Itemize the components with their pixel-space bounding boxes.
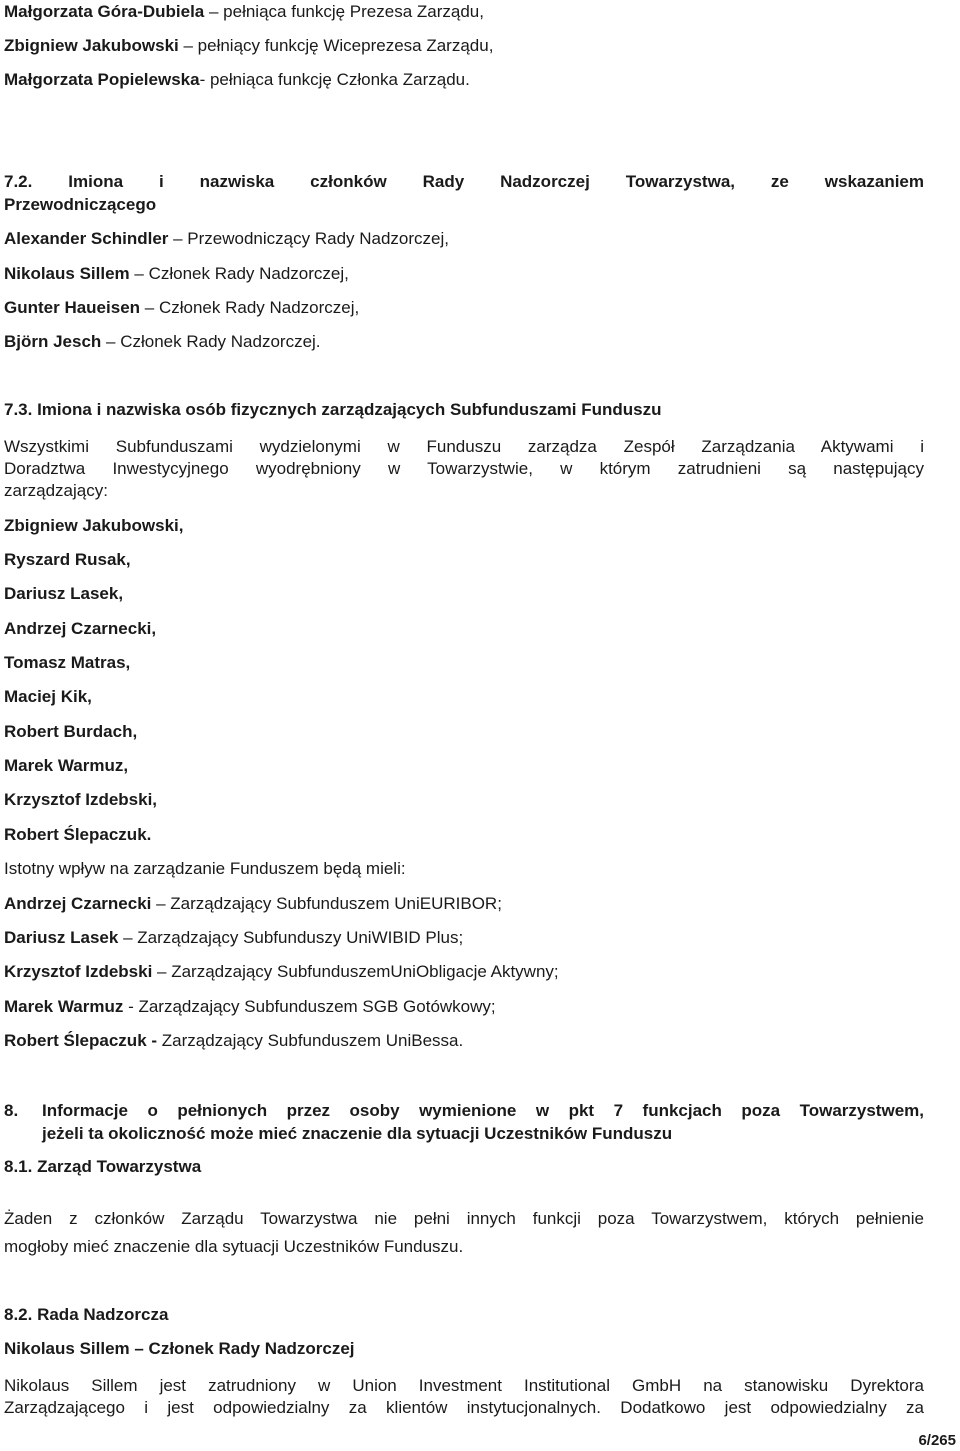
paragraph-line: zarządzający: bbox=[4, 481, 108, 500]
section-8-heading bbox=[4, 1099, 924, 1145]
section-number: 8. bbox=[4, 1101, 19, 1120]
impact-intro: Istotny wpływ na zarządzanie Funduszem będą mieli: bbox=[4, 859, 406, 878]
person-name: Gunter Haueisen bbox=[4, 298, 141, 317]
impact-manager bbox=[4, 1030, 463, 1052]
intro-line bbox=[4, 35, 493, 57]
person-role: – pełniący funkcję Wiceprezesa Zarządu, bbox=[178, 36, 494, 55]
board-member bbox=[4, 263, 349, 285]
person-name: Małgorzata Góra-Dubiela bbox=[4, 2, 205, 21]
person-name: Marek Warmuz bbox=[4, 997, 124, 1016]
impact-manager bbox=[4, 927, 463, 949]
person-name: Robert Ślepaczuk - bbox=[4, 1031, 158, 1050]
manager-name: Zbigniew Jakubowski, bbox=[4, 516, 184, 535]
person-role: – Zarządzający SubfunduszemUniObligacje Aktywny; bbox=[152, 962, 559, 981]
person-role: Zarządzający Subfunduszem UniBessa. bbox=[157, 1031, 464, 1050]
board-member bbox=[4, 297, 359, 319]
paragraph-line: Żaden z członków Zarządu Towarzystwa nie pełni innych funkcji poza Towarzystwem, których pełnienie bbox=[4, 1209, 924, 1228]
person-name: Andrzej Czarnecki bbox=[4, 894, 152, 913]
section-8-heading-line: Informacje o pełnionych przez osoby wymienione w pkt 7 funkcjach poza Towarzystwem, bbox=[42, 1101, 924, 1120]
board-member bbox=[4, 228, 449, 250]
page-number: 6/265 bbox=[918, 1432, 956, 1449]
person-role: – Przewodniczący Rady Nadzorczej, bbox=[168, 229, 450, 248]
section-8-1-heading: 8.1. Zarząd Towarzystwa bbox=[4, 1157, 202, 1176]
impact-manager bbox=[4, 996, 496, 1018]
person-name: Dariusz Lasek bbox=[4, 928, 119, 947]
section-7-2-heading-cont: Przewodniczącego bbox=[4, 195, 157, 214]
manager-name: Robert Burdach, bbox=[4, 722, 138, 741]
manager-name: Andrzej Czarnecki, bbox=[4, 619, 157, 638]
impact-manager bbox=[4, 893, 502, 915]
intro-line bbox=[4, 69, 470, 91]
intro-line bbox=[4, 1, 484, 23]
section-7-2-heading: 7.2. Imiona i nazwiska członków Rady Nadzorczej Towarzystwa, ze wskazaniem bbox=[4, 172, 924, 191]
person-name: Małgorzata Popielewska bbox=[4, 70, 200, 89]
person-role: – Członek Rady Nadzorczej, bbox=[140, 298, 360, 317]
person-name: Zbigniew Jakubowski bbox=[4, 36, 179, 55]
person-name: Krzysztof Izdebski bbox=[4, 962, 153, 981]
manager-name: Maciej Kik, bbox=[4, 687, 92, 706]
paragraph-line: Doradztwa Inwestycyjnego wyodrębniony w Towarzystwie, w którym zatrudnieni są następujący bbox=[4, 459, 924, 478]
section-8-2-subheading: Nikolaus Sillem – Członek Rady Nadzorczej bbox=[4, 1339, 355, 1358]
section-8-heading-line: jeżeli ta okoliczność może mieć znaczenie dla sytuacji Uczestników Funduszu bbox=[42, 1124, 673, 1143]
person-role: – Zarządzający Subfunduszy UniWIBID Plus; bbox=[118, 928, 464, 947]
manager-name: Dariusz Lasek, bbox=[4, 584, 124, 603]
person-role: – pełniąca funkcję Prezesa Zarządu, bbox=[204, 2, 484, 21]
manager-name: Tomasz Matras, bbox=[4, 653, 131, 672]
manager-name: Marek Warmuz, bbox=[4, 756, 129, 775]
paragraph-line: Nikolaus Sillem jest zatrudniony w Union Investment Institutional GmbH na stanowisku Dyrektora bbox=[4, 1376, 924, 1395]
person-name: Björn Jesch bbox=[4, 332, 102, 351]
paragraph-line: Wszystkimi Subfunduszami wydzielonymi w Funduszu zarządza Zespół Zarządzania Aktywami i bbox=[4, 437, 924, 456]
impact-manager bbox=[4, 961, 559, 983]
person-name: Nikolaus Sillem bbox=[4, 264, 130, 283]
manager-name: Robert Ślepaczuk. bbox=[4, 825, 152, 844]
board-member bbox=[4, 331, 321, 353]
manager-name: Ryszard Rusak, bbox=[4, 550, 131, 569]
person-role: – Członek Rady Nadzorczej, bbox=[129, 264, 349, 283]
person-role: – Członek Rady Nadzorczej. bbox=[101, 332, 321, 351]
paragraph-line: Zarządzającego i jest odpowiedzialny za klientów instytucjonalnych. Dodatkowo jest odpowiedzialny za bbox=[4, 1398, 924, 1417]
manager-name: Krzysztof Izdebski, bbox=[4, 790, 158, 809]
person-role: – Zarządzający Subfunduszem UniEURIBOR; bbox=[151, 894, 502, 913]
paragraph-line: mogłoby mieć znaczenie dla sytuacji Uczestników Funduszu. bbox=[4, 1237, 464, 1256]
person-role: - Zarządzający Subfunduszem SGB Gotówkowy; bbox=[123, 997, 496, 1016]
section-8-2-heading: 8.2. Rada Nadzorcza bbox=[4, 1305, 169, 1324]
section-7-3-heading: 7.3. Imiona i nazwiska osób fizycznych zarządzających Subfunduszami Funduszu bbox=[4, 400, 662, 419]
person-role: - pełniąca funkcję Członka Zarządu. bbox=[199, 70, 470, 89]
person-name: Alexander Schindler bbox=[4, 229, 169, 248]
